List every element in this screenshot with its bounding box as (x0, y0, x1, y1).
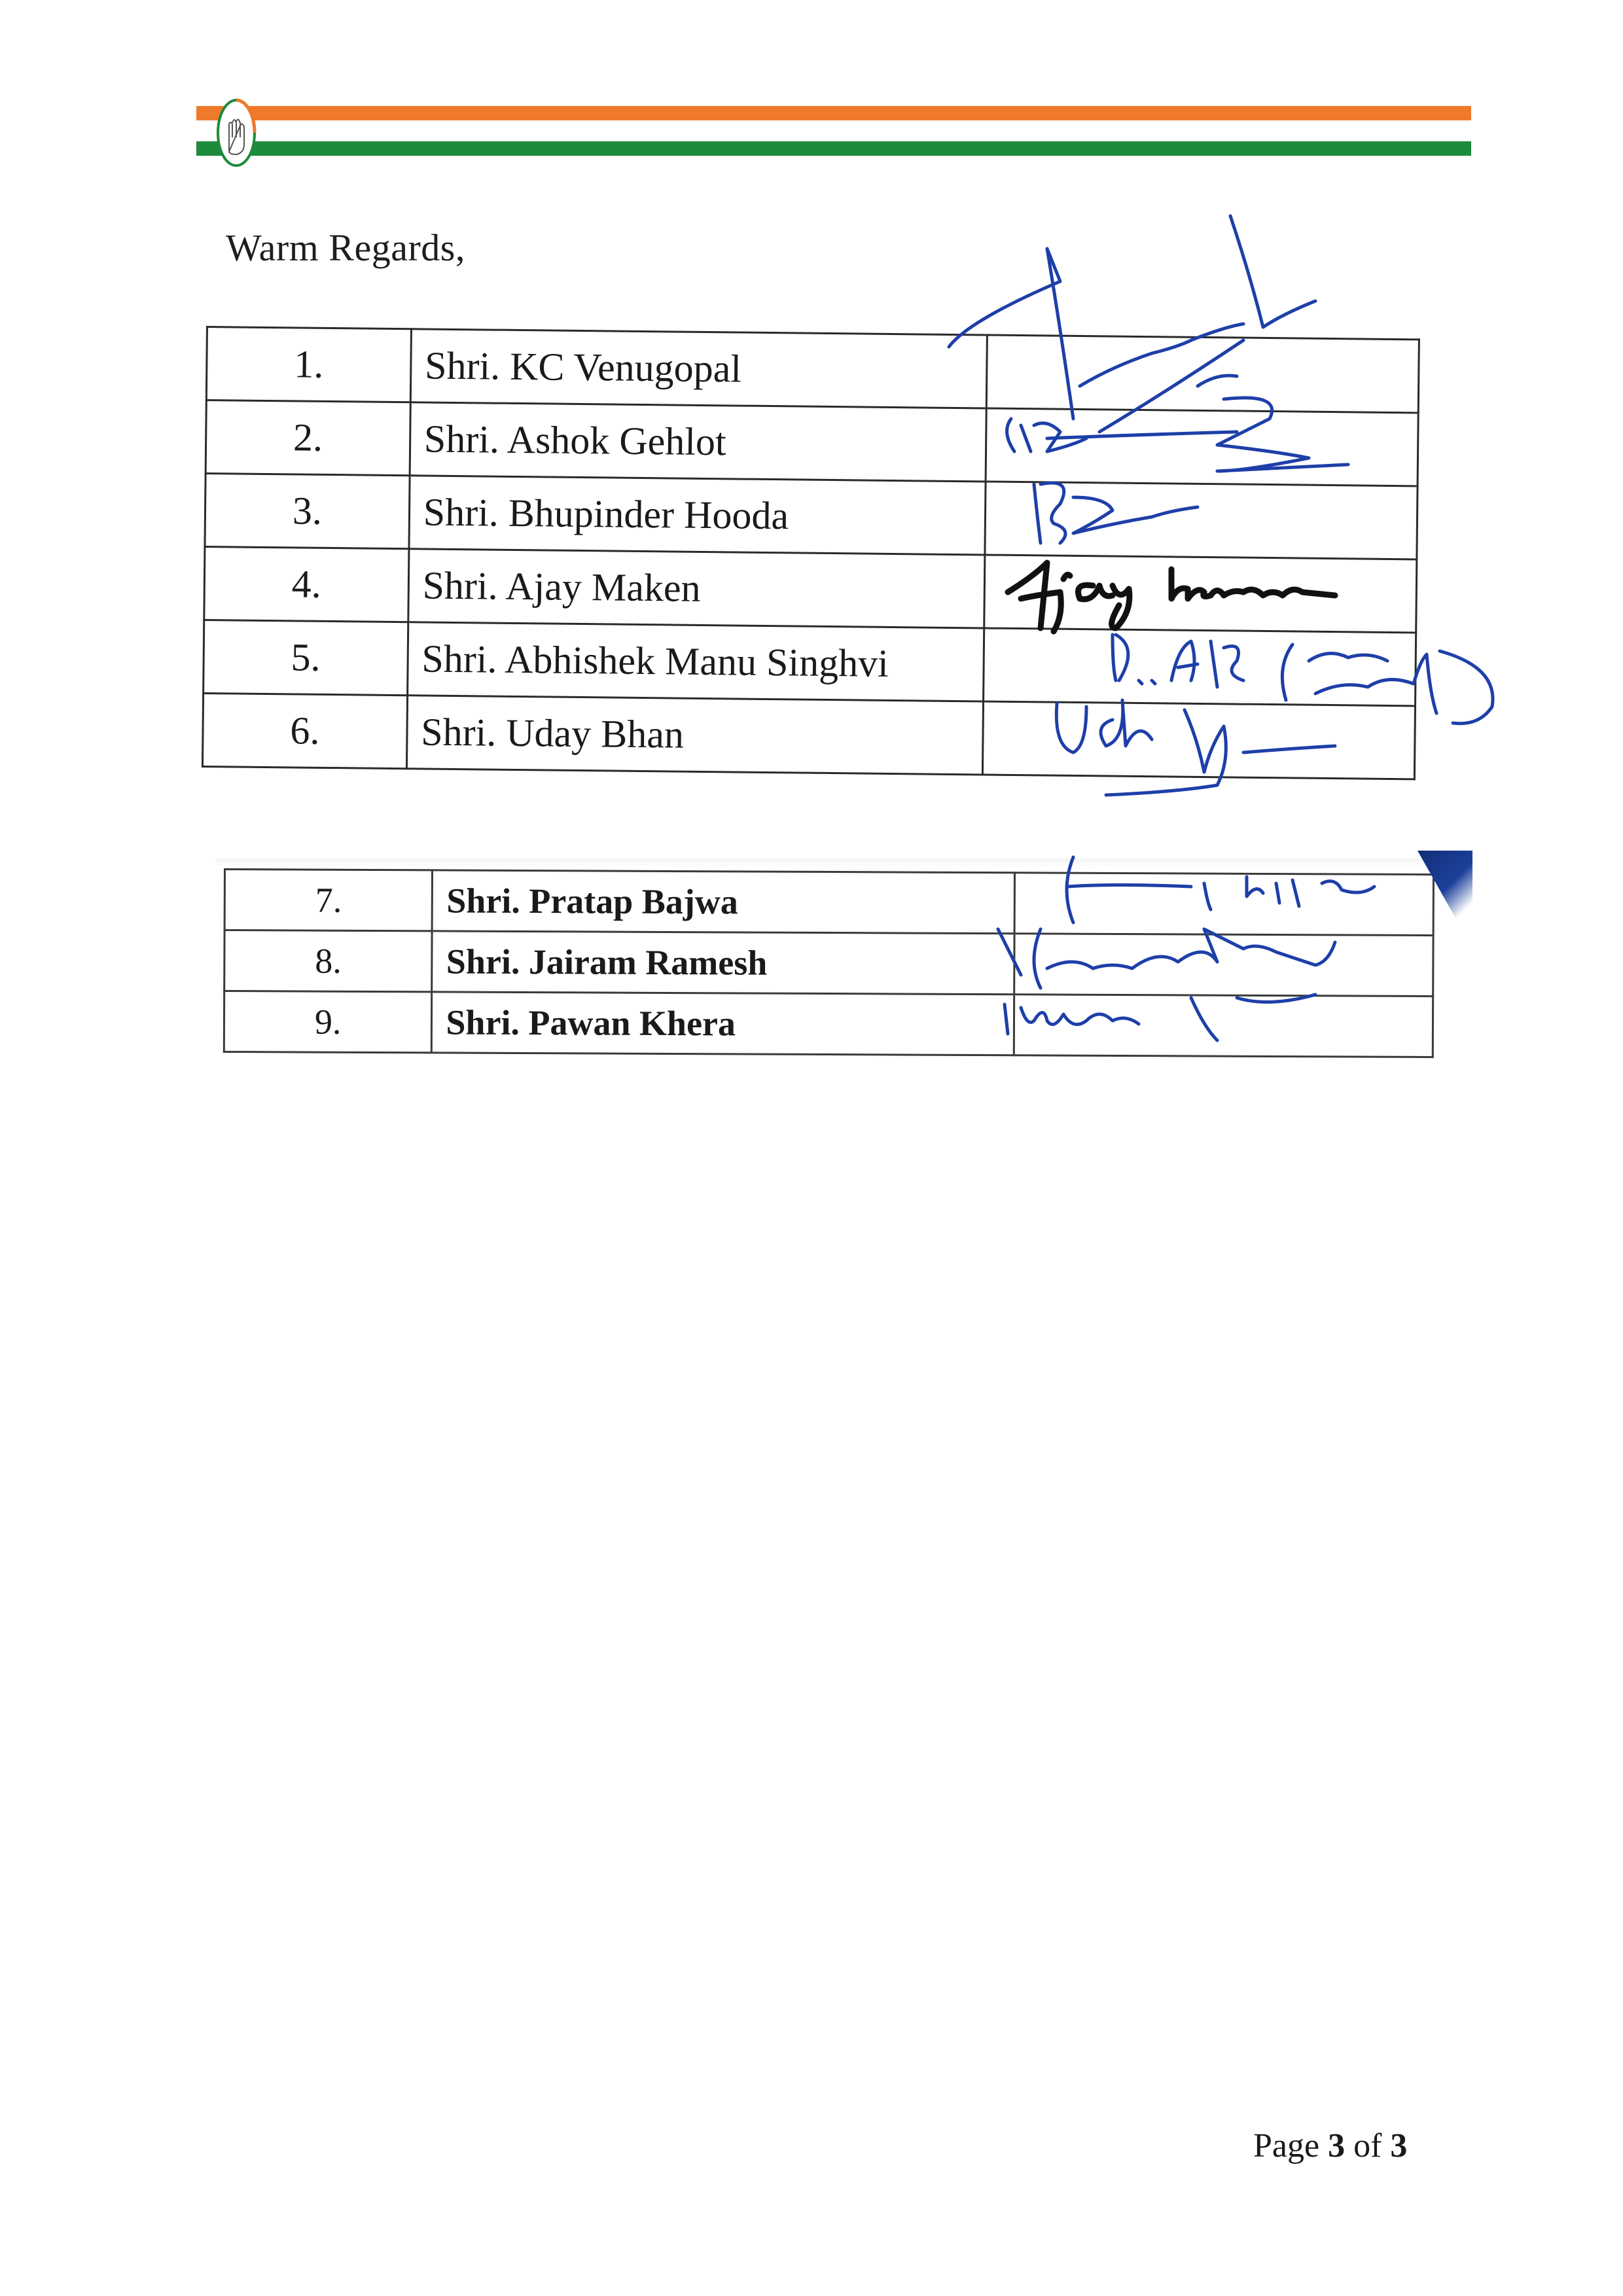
hand-emblem-icon (216, 98, 257, 168)
signatory-name: Shri. Ajay Maken (408, 549, 985, 628)
page-word: Page (1253, 2127, 1320, 2164)
row-number: 3. (205, 474, 410, 549)
signature-cell (1014, 873, 1434, 936)
signatory-name: Shri. KC Venugopal (410, 329, 987, 408)
table-row (204, 546, 1417, 632)
scan-edge-shadow (216, 858, 1459, 868)
signatory-table-part2 (223, 868, 1435, 1058)
signatory-name: Shri. Jairam Ramesh (432, 931, 1014, 995)
signature-cell (986, 408, 1418, 486)
signatory-name: Shri. Pawan Khera (432, 992, 1014, 1055)
page-number (1253, 2127, 1407, 2165)
signatory-name: Shri. Pratap Bajwa (433, 870, 1015, 934)
header-tricolor-band (196, 103, 1471, 164)
signatory-name: Shri. Ashok Gehlot (410, 402, 986, 482)
row-number: 4. (204, 546, 409, 622)
table-row (202, 693, 1415, 779)
table-row (224, 930, 1433, 997)
table-row (206, 327, 1419, 413)
saffron-stripe (196, 106, 1471, 120)
signature-cell (982, 701, 1415, 779)
row-number: 2. (205, 400, 410, 476)
signatory-table-part1 (202, 326, 1420, 780)
row-number: 9. (224, 991, 432, 1053)
signatory-name: Shri. Uday Bhan (406, 696, 983, 775)
signature-cell (986, 335, 1419, 413)
row-number: 1. (206, 327, 411, 402)
signature-cell (984, 555, 1417, 633)
row-number: 8. (224, 930, 433, 992)
table-row (224, 870, 1433, 936)
row-number: 7. (224, 870, 433, 931)
signature-cell (984, 628, 1416, 706)
row-number: 5. (204, 620, 408, 695)
table-row (205, 400, 1418, 486)
signature-cell (1014, 995, 1433, 1057)
closing-greeting: Warm Regards, (226, 226, 465, 269)
row-number: 6. (202, 693, 407, 768)
current-page: 3 (1328, 2127, 1346, 2164)
of-word: of (1353, 2127, 1382, 2164)
signature-cell (1014, 934, 1433, 997)
table-row (204, 620, 1416, 705)
signatory-name: Shri. Abhishek Manu Singhvi (407, 622, 984, 701)
table-row (224, 991, 1433, 1057)
signature-cell (985, 482, 1418, 559)
signatory-name: Shri. Bhupinder Hooda (409, 476, 986, 555)
green-stripe (196, 141, 1471, 156)
table-row (205, 474, 1418, 559)
total-pages: 3 (1390, 2127, 1408, 2164)
